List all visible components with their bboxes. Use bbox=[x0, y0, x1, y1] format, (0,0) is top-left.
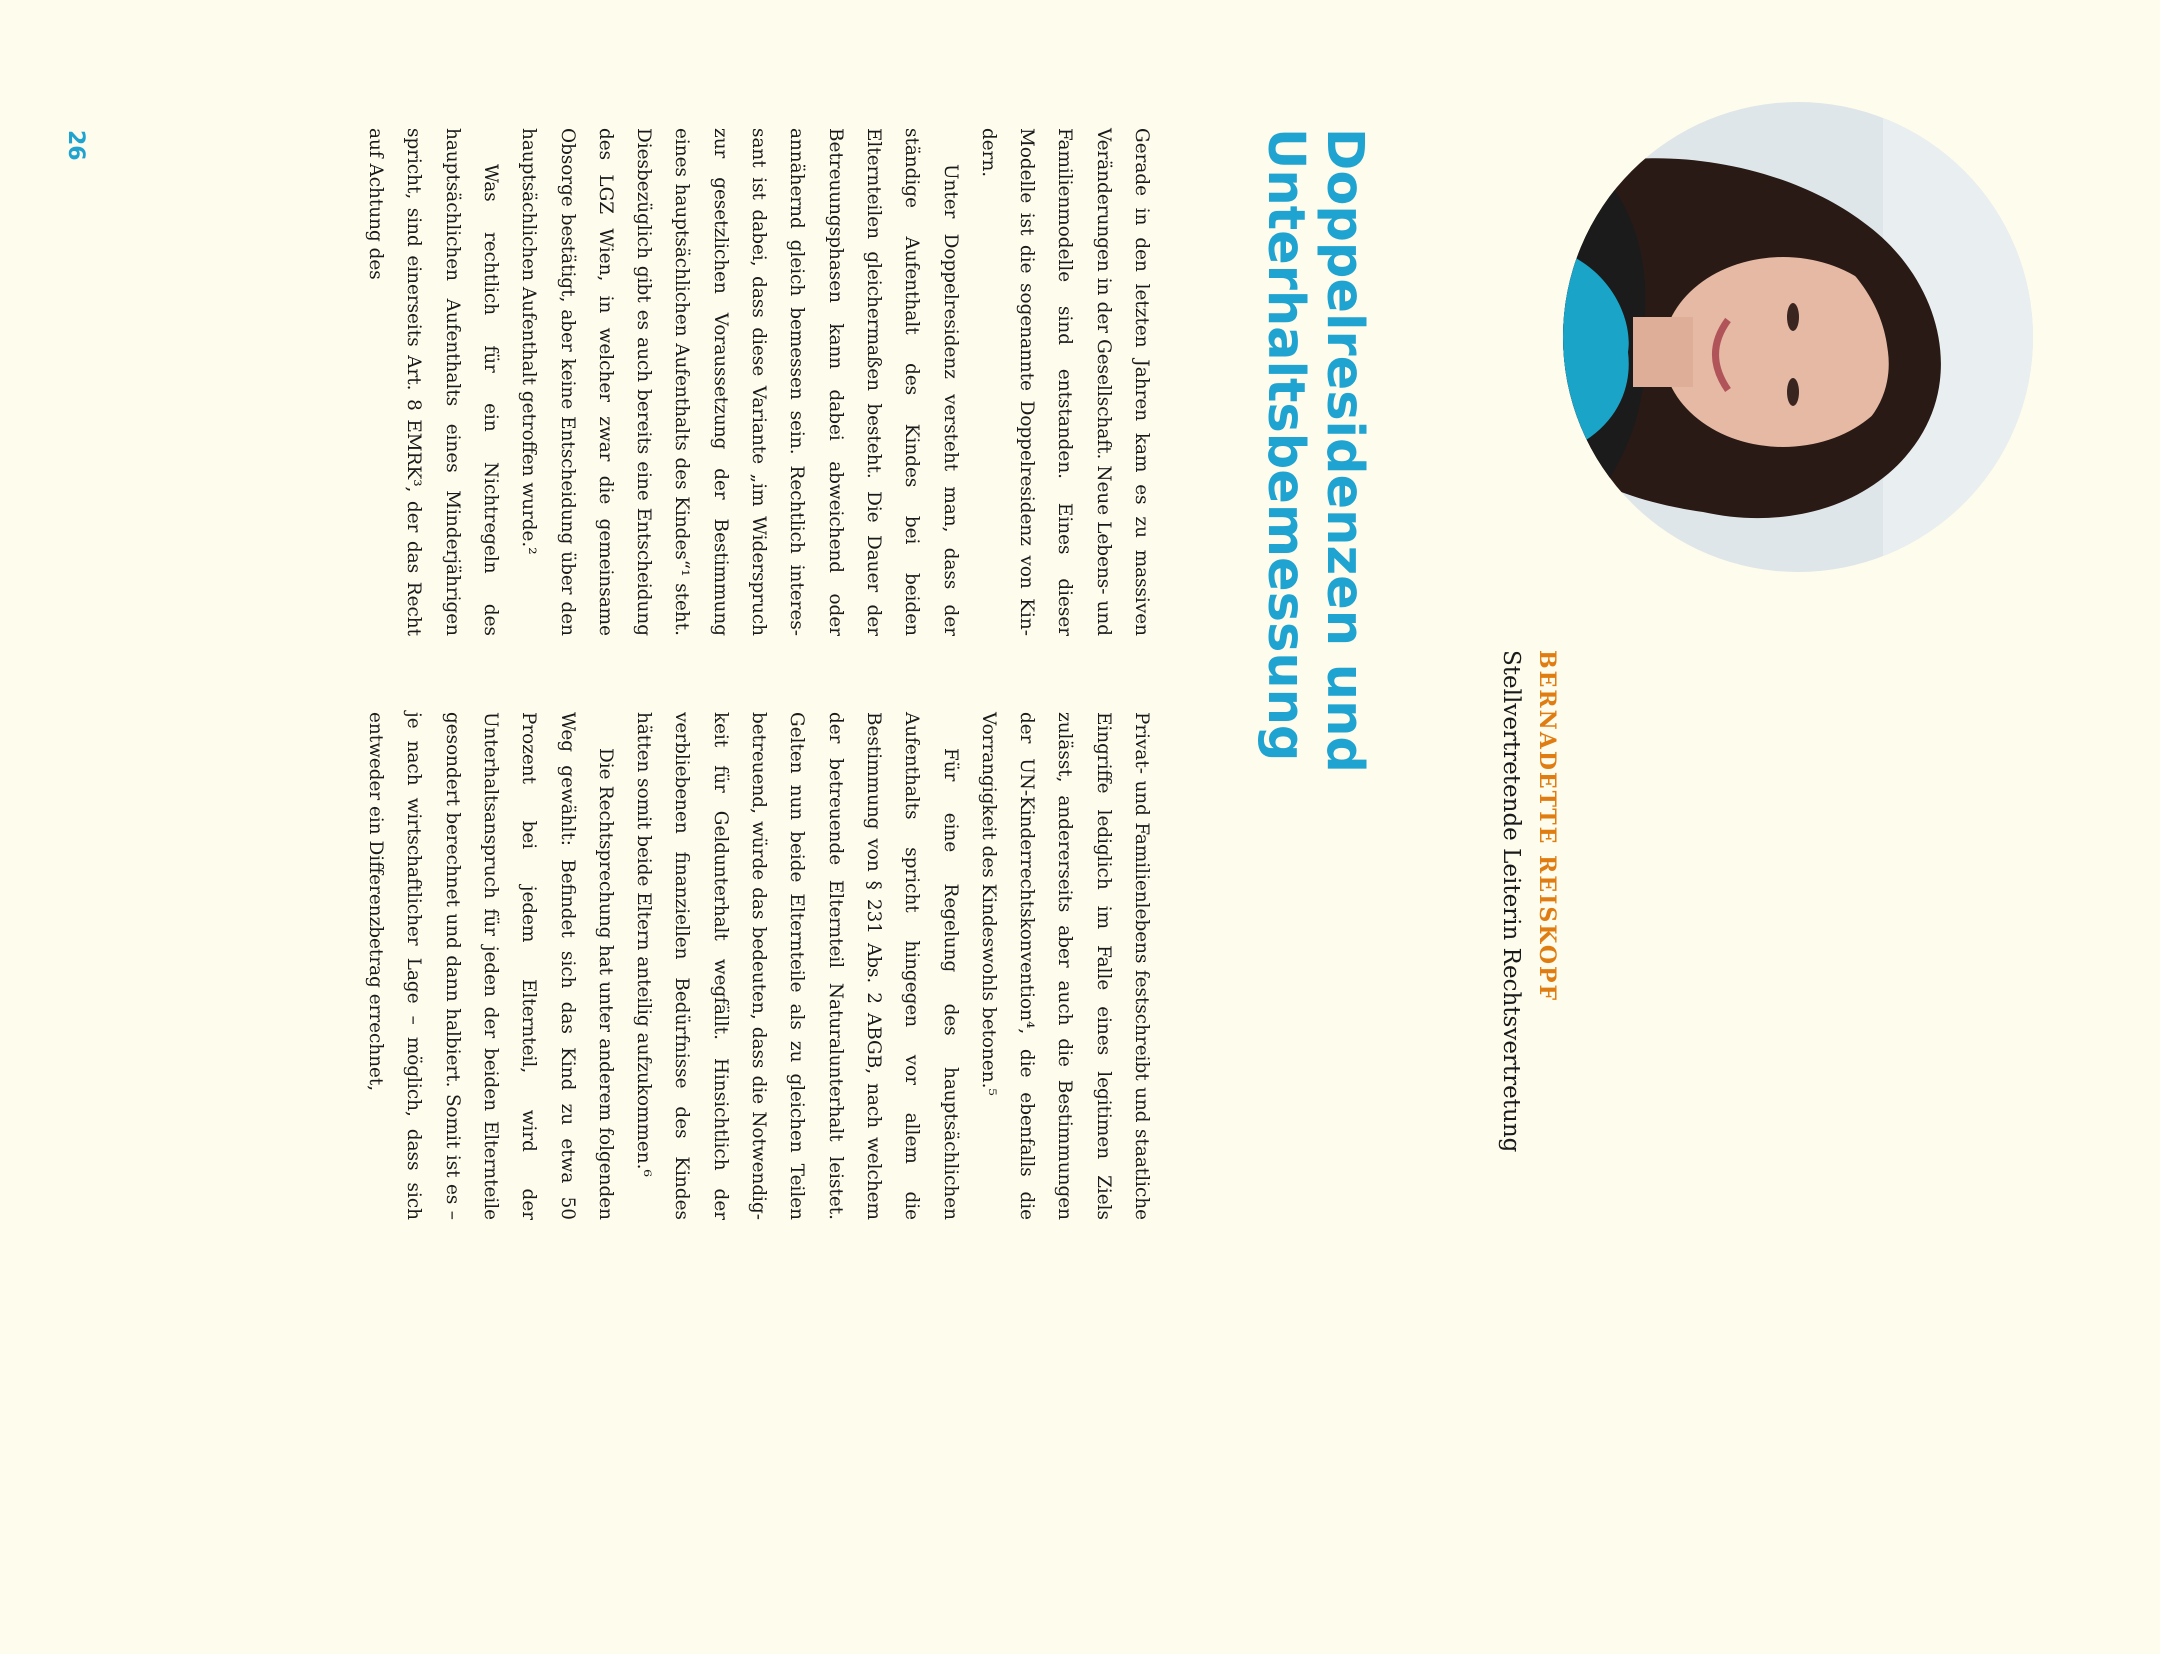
text-column-right bbox=[356, 712, 1160, 1220]
article-title: Doppelresidenzen und Unterhaltsbemessung bbox=[1255, 128, 1374, 773]
paragraph: Die Rechtsprechung hat unter anderem folgenden Weg gewählt: Befindet sich das Kind zu etwa 50 Prozent bei jedem Elternteil, wird der Unterhaltsanspruch für jeden der beiden Elternteile gesondert berechnet und dann halbiert. Somit ist es – je nach wirtschaftlicher Lage – möglich, dass sich entweder ein Differenzbetrag errechnet, bbox=[365, 712, 616, 1220]
author-portrait-photo bbox=[1563, 102, 2033, 572]
paragraph: Für eine Regelung des hauptsächlichen Aufenthalts spricht hingegen vor allem die Bestimmung von § 231 Abs. 2 ABGB, nach welchem der betreuende Elternteil Naturalunterhalt leistet. Gelten nun beide Elternteile als zu gleichen Teilen betreuend, würde das bedeuten, dass die Notwendigkeit für Geldunterhalt wegfällt. Hinsichtlich der verbliebenen finanziellen Bedürfnisse des Kindes hätten somit beide Eltern anteilig aufzukommen.⁶ bbox=[633, 712, 961, 1220]
paragraph: Unter Doppelresidenz versteht man, dass der ständige Aufenthalt des Kindes bei beiden Elternteilen gleichermaßen besteht. Die Dauer der Betreuungsphasen kann dabei abweichend oder annähernd gleich bemessen sein. Rechtlich interessant ist dabei, dass diese Variante „im Widerspruch zur gesetzlichen Voraussetzung der Bestimmung eines hauptsächlichen Aufenthalts des Kindes“¹ steht. Diesbezüglich gibt es auch bereits eine Entscheidung des LGZ Wien, in welcher zwar die gemeinsame Obsorge bestätigt, aber keine Entscheidung über den hauptsächlichen Aufenthalt getroffen wurde.² bbox=[518, 128, 961, 636]
text-column-left bbox=[356, 128, 1160, 636]
paragraph: Gerade in den letzten Jahren kam es zu massiven Veränderungen in der Gesellschaft. Neue Lebens- und Familienmodelle sind entstanden. Eines dieser Modelle ist die sogenannte Doppelresidenz von Kindern. bbox=[977, 128, 1152, 636]
page-number: 26 bbox=[63, 130, 88, 161]
author-name: BERNADETTE REISKOPF bbox=[1534, 650, 1560, 1003]
paragraph: Was rechtlich für ein Nichtregeln des hauptsächlichen Aufenthalts eines Minderjährigen spricht, sind einerseits Art. 8 EMRK³, der das Recht auf Achtung des bbox=[365, 128, 501, 636]
author-role: Stellvertretende Leiterin Rechtsvertretung bbox=[1498, 650, 1524, 1153]
portrait-illustration bbox=[1563, 102, 2033, 572]
paragraph: Privat- und Familienlebens festschreibt und staatliche Eingriffe lediglich im Falle eines legitimen Ziels zulässt, andererseits aber auch die Bestimmungen der UN-Kinderrechtskonvention⁴, die ebenfalls die Vorrangigkeit des Kindeswohls betonen.⁵ bbox=[977, 712, 1152, 1220]
